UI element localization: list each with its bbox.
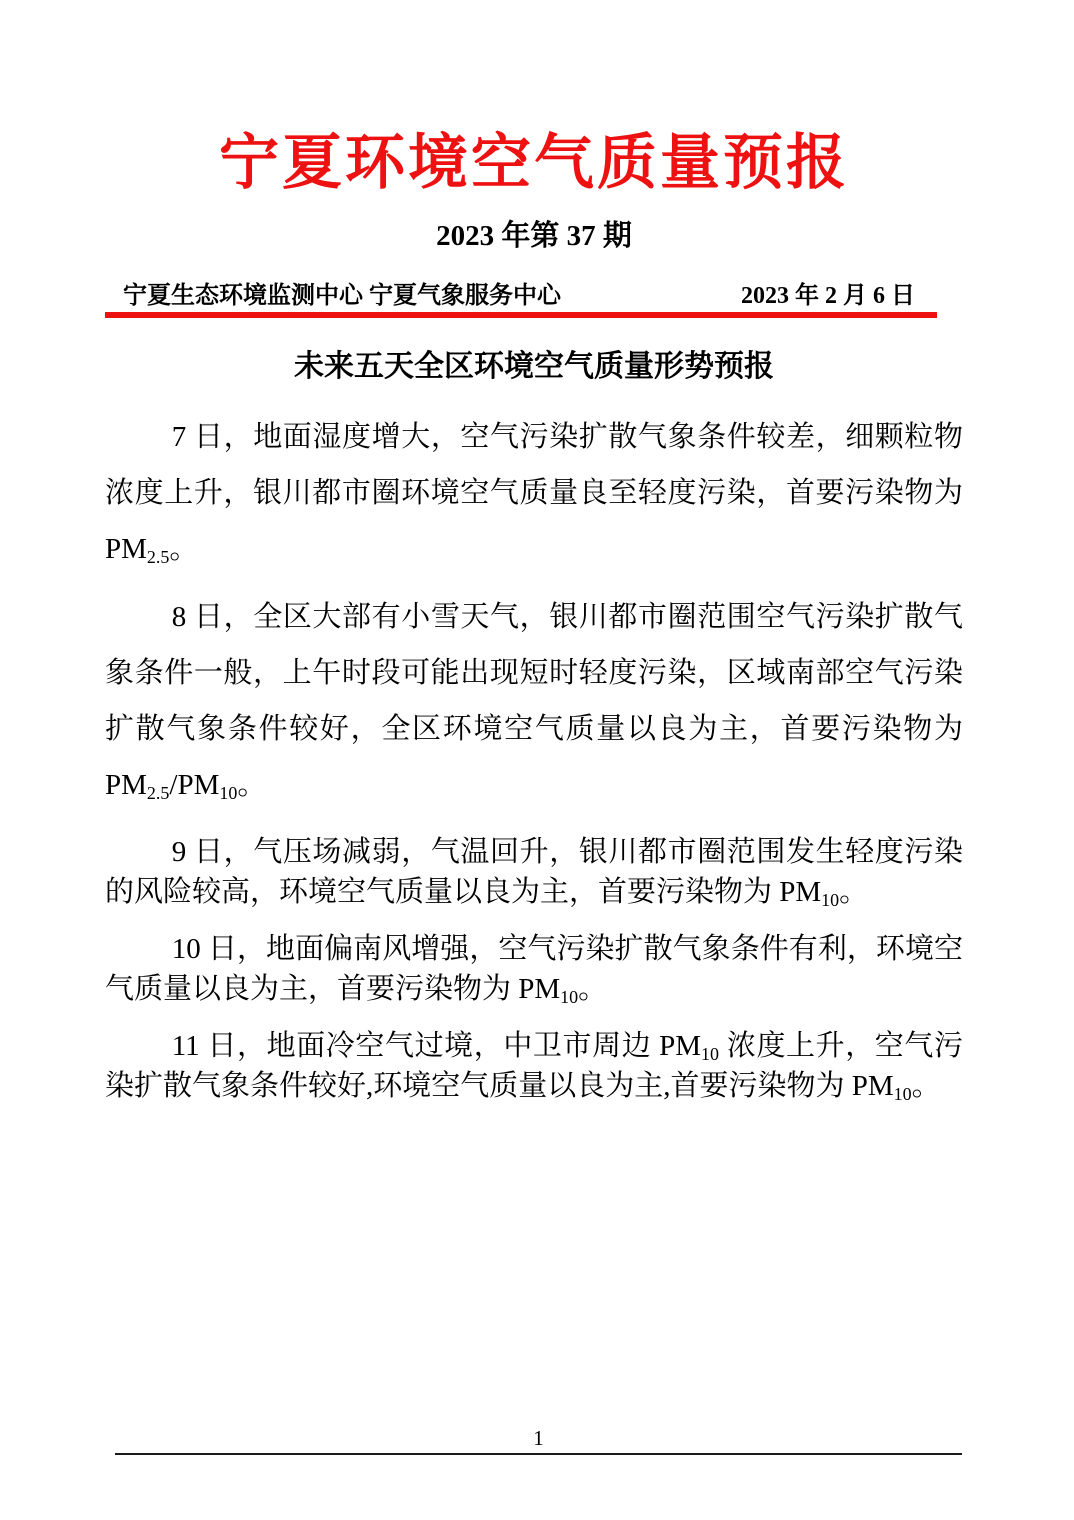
issuer-row xyxy=(105,280,937,318)
issuer-organizations: 宁夏生态环境监测中心 宁夏气象服务中心 xyxy=(123,283,561,309)
pollutant-subscript: 2.5 xyxy=(146,783,170,804)
issue-number: 2023 年第 37 期 xyxy=(436,220,632,252)
pollutant-subscript: 10 xyxy=(560,987,579,1008)
section-title: 未来五天全区环境空气质量形势预报 xyxy=(294,350,774,383)
body-paragraph: 8 日，全区大部有小雪天气，银川都市圈范围空气污染扩散气象条件一般，上午时段可能出现短时轻度污染，区域南部空气污染扩散气象条件较好，全区环境空气质量以良为主，首要污染物为 $PM_{2.5}/PM_{10}$。 xyxy=(105,601,963,804)
document-title: 宁夏环境空气质量预报 xyxy=(219,130,849,196)
page-footer xyxy=(115,1426,962,1455)
body-paragraph: 10 日，地面偏南风增强，空气污染扩散气象条件有利，环境空气质量以良为主，首要污染物为 $PM_{10}$。 xyxy=(105,933,963,1008)
body-paragraph: 11 日，地面冷空气过境，中卫市周边 $PM_{10}$ 浓度上升，空气污染扩散气象条件较好,环境空气质量以良为主,首要污染物为 $PM_{10}$。 xyxy=(105,1030,963,1105)
body-paragraph: 7 日，地面湿度增大，空气污染扩散气象条件较差，细颗粒物浓度上升，银川都市圈环境空气质量良至轻度污染，首要污染物为 $PM_{2.5}$。 xyxy=(105,421,963,568)
pollutant-subscript: 10 xyxy=(701,1044,720,1065)
pollutant-subscript: 10 xyxy=(821,890,840,911)
issue-date: 2023 年 2 月 6 日 xyxy=(741,283,915,309)
pollutant-subscript: 10 xyxy=(893,1084,912,1105)
pollutant-subscript: 10 xyxy=(219,783,238,804)
body-paragraphs xyxy=(105,409,963,1106)
page-number: 1 xyxy=(533,1426,544,1450)
pollutant-subscript: 2.5 xyxy=(146,547,170,568)
body-paragraph: 9 日，气压场减弱，气温回升，银川都市圈范围发生轻度污染的风险较高，环境空气质量以良为主，首要污染物为 $PM_{10}$。 xyxy=(105,836,963,911)
